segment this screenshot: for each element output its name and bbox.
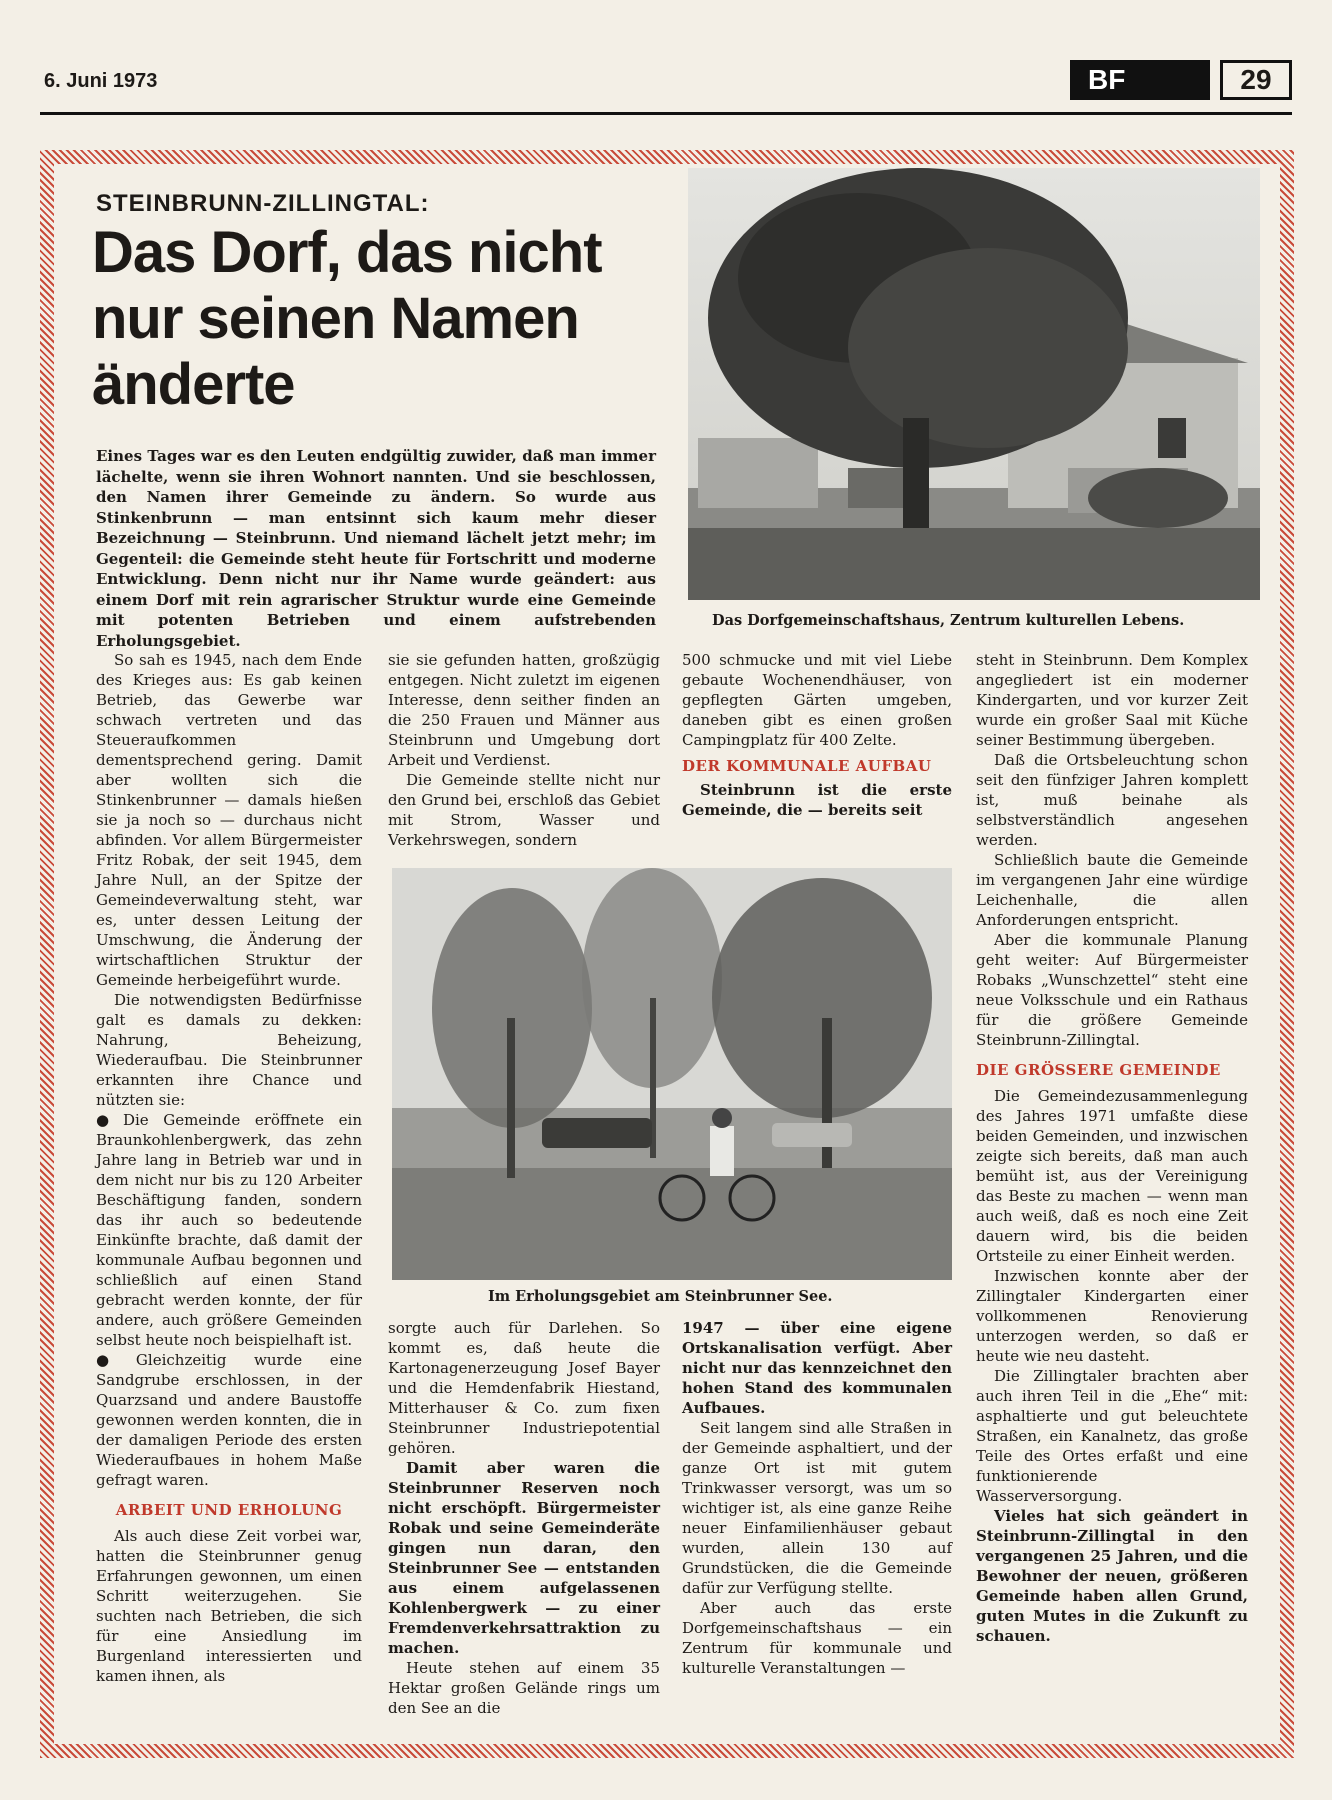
col1-bullet <box>96 1350 362 1490</box>
bullet-icon: ● <box>96 1351 132 1369</box>
col4-paragraph: Die Gemeindezusammenlegung des Jahres 1971 umfaßte diese beiden Gemeinden, und inzwischen zeigte sich bereits, daß man auch bemüht ist, aus der Vereinigung das Beste zu machen — wenn man auch weiß, daß es noch eine Zeit dauern wird, bis die beiden Ortsteile zu einer Einheit werden. <box>976 1087 1248 1265</box>
col1-paragraph: Als auch diese Zeit vorbei war, hatten die Steinbrunner genug Erfahrungen gewonnen, um einen Schritt weiterzugehen. Sie suchten nach Betrieben, die sich für eine Ansiedlung im Burgenland interessierten und kamen ihnen, als <box>96 1527 362 1685</box>
column-2-bottom <box>388 1318 660 1718</box>
column-2-top <box>388 650 660 850</box>
issue-date: 6. Juni 1973 <box>44 70 158 92</box>
col4-paragraph: Vieles hat sich geändert in Steinbrunn-Zillingtal in den vergangenen 25 Jahren, und die Bewohner der neuen, größeren Gemeinde haben allen Grund, guten Mutes in die Zukunft zu schauen. <box>976 1507 1248 1645</box>
col4-paragraph: Die Zillingtaler brachten aber auch ihren Teil in die „Ehe“ mit: asphaltierte und gut beleuchtete Straßen, ein Kanalnetz, das große Teile des Ortes erfaßt und eine funktionierende Wasserversorgung. <box>976 1367 1248 1505</box>
col3-paragraph: Aber auch das erste Dorfgemeinschaftshaus — ein Zentrum für kommunale und kulturelle Veranstaltungen — <box>682 1599 952 1677</box>
col2-paragraph: Heute stehen auf einem 35 Hektar großen Gelände rings um den See an die <box>388 1659 660 1717</box>
col2-paragraph: Damit aber waren die Steinbrunner Reserven noch nicht erschöpft. Bürgermeister Robak und seine Gemeinderäte gingen nun daran, den Steinbrunner See — entstanden aus einem aufgelassenen Kohlenbergwerk — zu einer Fremdenverkehrsattraktion zu machen. <box>388 1459 660 1657</box>
col3-paragraph: 500 schmucke und mit viel Liebe gebaute Wochenendhäuser, von gepflegten Gärten umgeben, daneben gibt es einen großen Campingplatz für 400 Zelte. <box>682 651 952 749</box>
column-1 <box>96 650 362 1686</box>
photo-lake-area <box>392 868 952 1280</box>
col1-paragraph: Die notwendigsten Bedürfnisse galt es damals zu dekken: Nahrung, Beheizung, Wiederaufbau. Die Steinbrunner erkannten ihre Chance und nützten sie: <box>96 991 362 1109</box>
bullet-icon: ● <box>96 1111 119 1129</box>
header-rule <box>40 112 1292 115</box>
col4-paragraph: Schließlich baute die Gemeinde im vergangenen Jahr eine würdige Leichenhalle, die allen Anforderungen entspricht. <box>976 851 1248 929</box>
column-3-bottom <box>682 1318 952 1678</box>
col3-paragraph: 1947 — über eine eigene Ortskanalisation verfügt. Aber nicht nur das kennzeichnet den hohen Stand des kommunalen Aufbaues. <box>682 1319 952 1417</box>
photo1-caption: Das Dorfgemeinschaftshaus, Zentrum kulturellen Lebens. <box>712 612 1185 629</box>
col3-paragraph: Seit langem sind alle Straßen in der Gemeinde asphaltiert, und der ganze Ort ist mit gutem Trinkwasser versorgt, was um so wichtiger ist, als eine ganze Reihe neuer Einfamilienhäuser gebaut wurden, allein 130 auf Grundstücken, die die Gemeinde dafür zur Verfügung stellte. <box>682 1419 952 1597</box>
col3-paragraph: Steinbrunn ist die erste Gemeinde, die — bereits seit <box>682 781 952 819</box>
col4-paragraph: steht in Steinbrunn. Dem Komplex angegliedert ist ein moderner Kindergarten, und vor kurzer Zeit wurde ein großer Saal mit Küche seiner Bestimmung übergeben. <box>976 651 1248 749</box>
col4-paragraph: Aber die kommunale Planung geht weiter: Auf Bürgermeister Robaks „Wunschzettel“ steht eine neue Volksschule und ein Rathaus für die größere Gemeinde Steinbrunn-Zillingtal. <box>976 931 1248 1049</box>
photo2-caption: Im Erholungsgebiet am Steinbrunner See. <box>488 1288 833 1305</box>
page-number: 29 <box>1220 60 1292 100</box>
column-4 <box>976 650 1248 1646</box>
bullet-text: Die Gemeinde eröffnete ein Braunkohlenbergwerk, das zehn Jahre lang in Betrieb war und in dem nicht nur bis zu 120 Arbeiter Beschäftigung fanden, sondern das ihr auch so bedeutende Einkünfte brachte, daß damit der kommunale Aufbau begonnen und schließlich auf einen Stand gebracht werden konnte, der für andere, auch größere Gemeinden selbst heute noch beispielhaft ist. <box>96 1111 362 1349</box>
col1-paragraph: So sah es 1945, nach dem Ende des Krieges aus: Es gab keinen Betrieb, das Gewerbe war schwach vertreten und das Steueraufkommen dementsprechend gering. Damit aber wollten sich die Stinkenbrunner — damals hießen sie ja noch so — durchaus nicht abfinden. Vor allem Bürgermeister Fritz Robak, der seit 1945, dem Jahre Null, an der Spitze der Gemeindeverwaltung steht, war es, unter dessen Leitung der Umschwung, die Änderung der wirtschaftlichen Struktur der Gemeinde herbeigeführt wurde. <box>96 651 362 989</box>
article-title: Das Dorf, das nicht nur seinen Namen änderte <box>92 220 602 417</box>
col4-paragraph: Daß die Ortsbeleuchtung schon seit den fünfziger Jahren komplett ist, muß beinahe als selbstverständlich angesehen werden. <box>976 751 1248 849</box>
col4-paragraph: Inzwischen konnte aber der Zillingtaler Kindergarten einer vollkommenen Renovierung unterzogen werden, so daß er heute wie neu dasteht. <box>976 1267 1248 1365</box>
col1-bullet <box>96 1110 362 1350</box>
article-kicker: STEINBRUNN-ZILLINGTAL: <box>96 190 430 217</box>
subhead-kommunal: DER KOMMUNALE AUFBAU <box>682 757 932 775</box>
section-logo: BF <box>1070 60 1210 100</box>
article-lead: Eines Tages war es den Leuten endgültig zuwider, daß man immer lächelte, wenn sie ihren Wohnort nannten. Und sie beschlossen, den Namen ihrer Gemeinde zu ändern. So wurde aus Stinkenbrunn — man entsinnt sich kaum mehr dieser Bezeichnung — Steinbrunn. Und niemand lächelt jetzt mehr; im Gegenteil: die Gemeinde steht heute für Fortschritt und moderne Entwicklung. Denn nicht nur ihr Name wurde geändert: aus einem Dorf mit rein agrarischer Struktur wurde eine Gemeinde mit potenten Betrieben und einem aufstrebenden Erholungsgebiet. <box>96 447 656 650</box>
col2-paragraph: sorgte auch für Darlehen. So kommt es, daß heute die Kartonagenerzeugung Josef Bayer und die Hemdenfabrik Hiestand, Mitterhauser & Co. zum fixen Steinbrunner Industriepotential gehören. <box>388 1319 660 1457</box>
page-header <box>0 0 1332 120</box>
col2-paragraph: Die Gemeinde stellte nicht nur den Grund bei, erschloß das Gebiet mit Strom, Wasser und Verkehrswegen, sondern <box>388 771 660 849</box>
subhead-gemeinde: DIE GRÖSSERE GEMEINDE <box>976 1061 1221 1079</box>
bullet-text: Gleichzeitig wurde eine Sandgrube erschlossen, in der Quarzsand und andere Baustoffe gewonnen werden konnten, die in der damaligen Periode des ersten Wiederaufbaues in hohem Maße gefragt waren. <box>96 1351 362 1489</box>
col2-paragraph: sie sie gefunden hatten, großzügig entgegen. Nicht zuletzt im eigenen Interesse, denn seither finden an die 250 Frauen und Männer aus Steinbrunn und Umgebung dort Arbeit und Verdienst. <box>388 651 660 769</box>
photo-community-house <box>688 168 1260 600</box>
column-3-top <box>682 650 952 820</box>
subhead-arbeit: ARBEIT UND ERHOLUNG <box>115 1501 343 1519</box>
